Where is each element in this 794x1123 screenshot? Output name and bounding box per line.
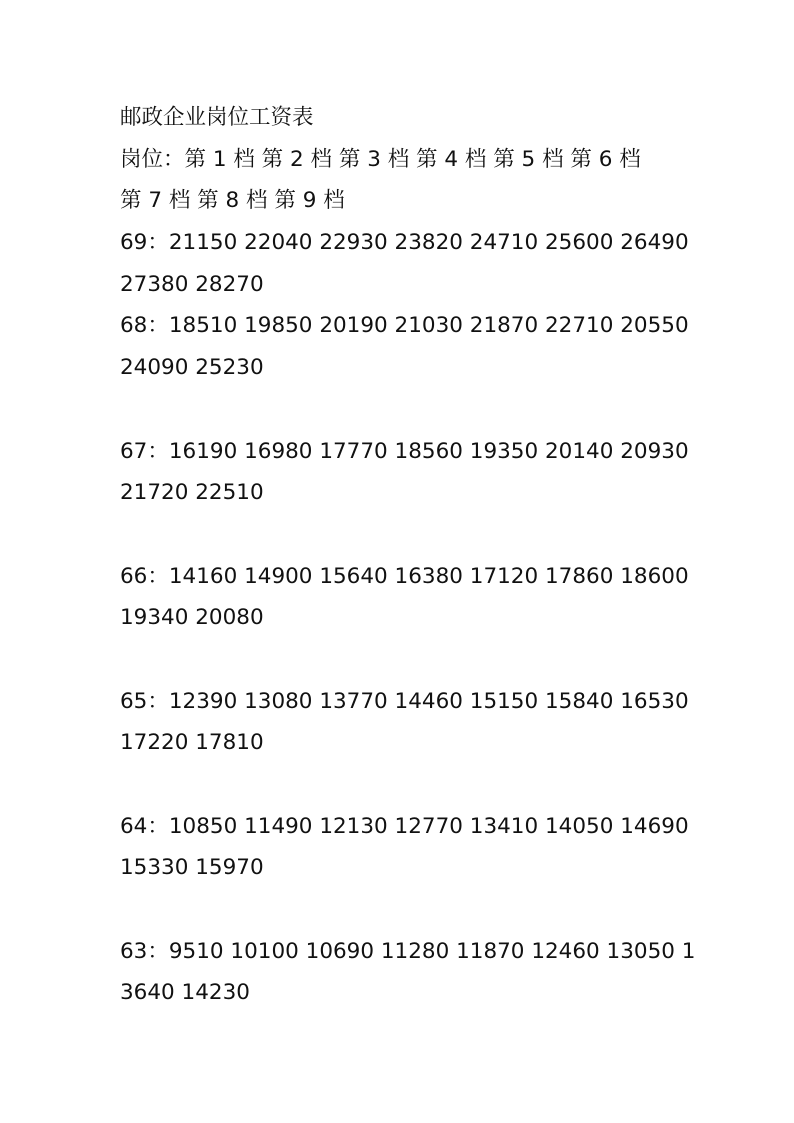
salary-row-line: 21720 22510 (120, 480, 264, 506)
salary-row-line: 63：9510 10100 10690 11280 11870 12460 13050 1 (120, 938, 696, 964)
salary-row-line: 3640 14230 (120, 980, 250, 1006)
salary-row-line: 65：12390 13080 13770 14460 15150 15840 16530 (120, 688, 689, 714)
salary-row-line: 27380 28270 (120, 271, 264, 297)
salary-row-line: 15330 15970 (120, 855, 264, 881)
salary-row-line: 64：10850 11490 12130 12770 13410 14050 14690 (120, 813, 689, 839)
header-line: 第 7 档 第 8 档 第 9 档 (120, 188, 345, 214)
header-line: 岗位：第 1 档 第 2 档 第 3 档 第 4 档 第 5 档 第 6 档 (120, 146, 641, 172)
salary-row-line: 66：14160 14900 15640 16380 17120 17860 18600 (120, 563, 689, 589)
blank-line (120, 639, 690, 681)
salary-row-line: 24090 25230 (120, 355, 264, 381)
salary-row-line: 19340 20080 (120, 605, 264, 631)
document-title: 邮政企业岗位工资表 (120, 105, 314, 130)
blank-line (120, 889, 690, 931)
document-body (120, 97, 696, 1014)
salary-row-line: 67：16190 16980 17770 18560 19350 20140 20930 (120, 438, 689, 464)
blank-line (120, 514, 690, 556)
blank-line (120, 764, 690, 806)
salary-row-line: 68：18510 19850 20190 21030 21870 22710 20550 (120, 313, 689, 339)
blank-line (120, 389, 690, 431)
salary-row-line: 17220 17810 (120, 730, 264, 756)
salary-row-line: 69：21150 22040 22930 23820 24710 25600 26490 (120, 230, 689, 256)
